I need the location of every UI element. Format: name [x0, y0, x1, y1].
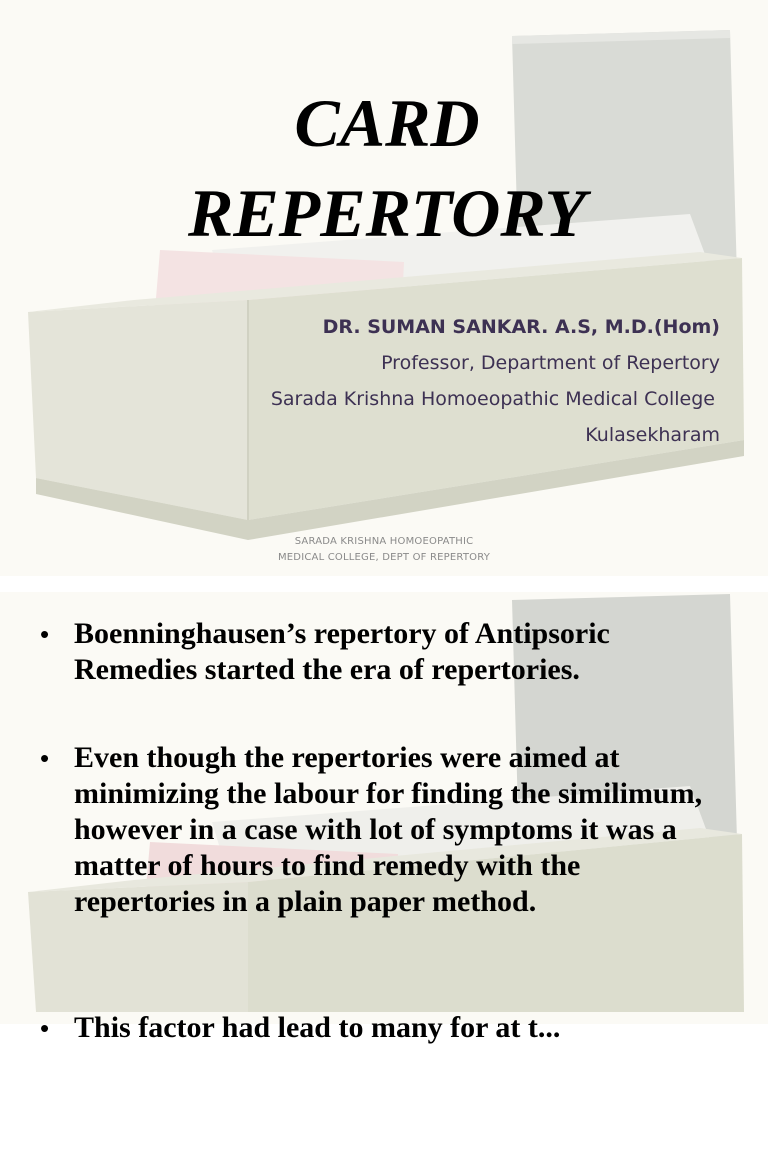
bullet-dot-icon: •	[40, 1013, 50, 1043]
author-name: DR. SUMAN SANKAR. A.S, M.D.(Hom)	[322, 316, 720, 338]
author-place: Kulasekharam	[585, 424, 720, 446]
bullet-dot-icon: •	[40, 743, 50, 773]
slide-footer-line-2: MEDICAL COLLEGE, DEPT OF REPERTORY	[277, 552, 491, 563]
list-item	[40, 1010, 720, 1046]
content-slide	[0, 592, 768, 1044]
title-slide	[0, 0, 768, 576]
bullet-dot-icon: •	[40, 619, 50, 649]
list-item	[40, 616, 720, 688]
author-role: Professor, Department of Repertory	[381, 352, 720, 374]
slide-title-line-2: REPERTORY	[187, 175, 587, 251]
list-item	[40, 740, 720, 920]
bullet-text: Even though the repertories were aimed at minimizing the labour for finding the similimum, however in a case with lot of symptoms it was a matter of hours to find remedy with the repertories in a plain paper method.	[74, 741, 703, 918]
slide-title-line-1: CARD	[294, 85, 480, 161]
slide-separator	[0, 576, 768, 592]
bullet-text: This factor had lead to many for at t...	[74, 1011, 561, 1044]
bullet-text: Boenninghausen’s repertory of Antipsoric Remedies started the era of repertories.	[74, 617, 610, 686]
slide-footer-line-1: SARADA KRISHNA HOMOEOPATHIC	[294, 536, 474, 547]
author-college: Sarada Krishna Homoeopathic Medical College	[270, 388, 715, 410]
